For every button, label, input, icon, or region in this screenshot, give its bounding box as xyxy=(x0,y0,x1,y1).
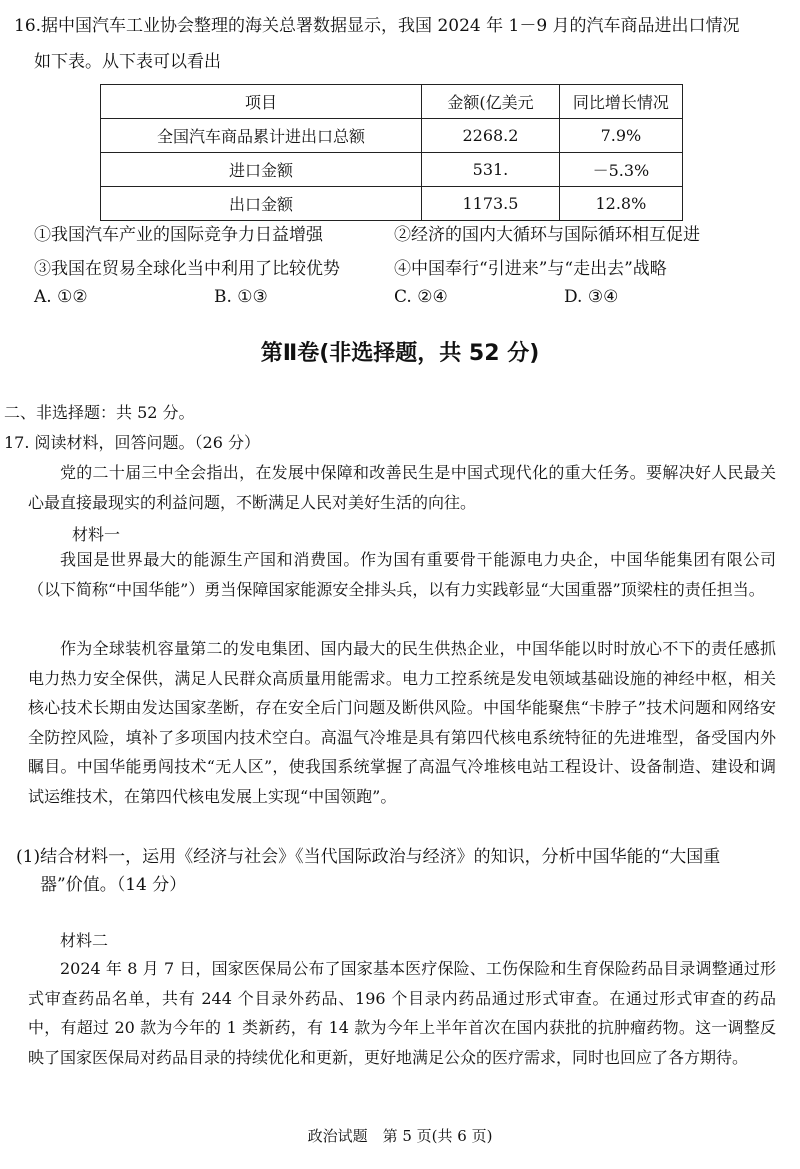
table-cell: 全国汽车商品累计进出口总额 xyxy=(101,119,422,153)
choice-a: A. ①② xyxy=(34,287,88,307)
material2-label: 材料二 xyxy=(60,931,109,950)
q17-intro: 党的二十届三中全会指出，在发展中保障和改善民生是中国式现代化的重大任务。要解决好人民最关心最直接最现实的利益问题，不断满足人民对美好生活的向往。 xyxy=(28,463,776,512)
header-cell: 项目 xyxy=(101,85,422,119)
section-title: 第Ⅱ卷(非选择题，共 52 分) xyxy=(260,341,540,366)
part2-heading: 二、非选择题：共 52 分。 xyxy=(4,403,195,422)
statement-2: ②经济的国内大循环与国际循环相互促进 xyxy=(394,225,700,245)
table-row xyxy=(101,187,683,221)
sub-question-1-line1: (1)结合材料一，运用《经济与社会》《当代国际政治与经济》的知识，分析中国华能的“大国重 xyxy=(16,847,721,867)
material2-paragraph1: 2024 年 8 月 7 日，国家医保局公布了国家基本医疗保险、工伤保险和生育保险药品目录调整通过形式审查药品名单，共有 244 个目录外药品、196 个目录内药品通过形式审查。在通过形式审查的药品中，有超过 20 款为今年的 1 类新药，有 14 款为今年上半年首次在国内获批的抗肿瘤药物。这一调整反映了国家医保局对药品目录的持续优化和更新，更好地满足公众的医疗需求，同时也回应了各方期待。 xyxy=(28,959,776,1067)
material1-paragraph1: 我国是世界最大的能源生产国和消费国。作为国有重要骨干能源电力央企，中国华能集团有限公司（以下简称“中国华能”）勇当保障国家能源安全排头兵，以有力实践彰显“大国重器”顶梁柱的责任担当。 xyxy=(28,550,776,599)
sub-question-1-line2: 器”价值。（14 分） xyxy=(40,875,187,895)
statement-3: ③我国在贸易全球化当中利用了比较优势 xyxy=(34,259,340,279)
table-cell: 12.8% xyxy=(559,187,682,221)
table-header-row xyxy=(101,85,683,119)
table-cell: 2268.2 xyxy=(422,119,560,153)
table-cell: 1173.5 xyxy=(422,187,560,221)
statement-1: ①我国汽车产业的国际竞争力日益增强 xyxy=(34,225,323,245)
q17-heading: 17. 阅读材料，回答问题。（26 分） xyxy=(4,433,260,452)
table-cell: 7.9% xyxy=(559,119,682,153)
material1-label: 材料一 xyxy=(72,525,121,544)
q16-stem-line2: 如下表。从下表可以看出 xyxy=(34,52,221,72)
choice-c: C. ②④ xyxy=(394,287,448,307)
table-cell: 531. xyxy=(422,153,560,187)
choice-b: B. ①③ xyxy=(214,287,268,307)
table-row xyxy=(101,119,683,153)
table-cell: －5.3% xyxy=(559,153,682,187)
trade-table xyxy=(100,84,683,221)
header-cell: 金额(亿美元 xyxy=(422,85,560,119)
material1-paragraph2: 作为全球装机容量第二的发电集团、国内最大的民生供热企业，中国华能以时时放心不下的责任感抓电力热力安全保供，满足人民群众高质量用能需求。电力工控系统是发电领域基础设施的神经中枢，相关核心技术长期由发达国家垄断，存在安全后门问题及断供风险。中国华能聚焦“卡脖子”技术问题和网络安全防控风险，填补了多项国内技术空白。高温气冷堆是具有第四代核电系统特征的先进堆型，备受国内外瞩目。中国华能勇闯技术“无人区”，使我国系统掌握了高温气冷堆核电站工程设计、设备制造、建设和调试运维技术，在第四代核电发展上实现“中国领跑”。 xyxy=(28,639,776,806)
q16-stem-line1: 16.据中国汽车工业协会整理的海关总署数据显示，我国 2024 年 1－9 月的汽车商品进出口情况 xyxy=(14,16,740,36)
header-cell: 同比增长情况 xyxy=(559,85,682,119)
page-footer: 政治试题 第 5 页(共 6 页) xyxy=(307,1127,493,1145)
table-cell: 出口金额 xyxy=(101,187,422,221)
choice-d: D. ③④ xyxy=(564,287,619,307)
statement-4: ④中国奉行“引进来”与“走出去”战略 xyxy=(394,259,667,279)
table-cell: 进口金额 xyxy=(101,153,422,187)
table-row xyxy=(101,153,683,187)
